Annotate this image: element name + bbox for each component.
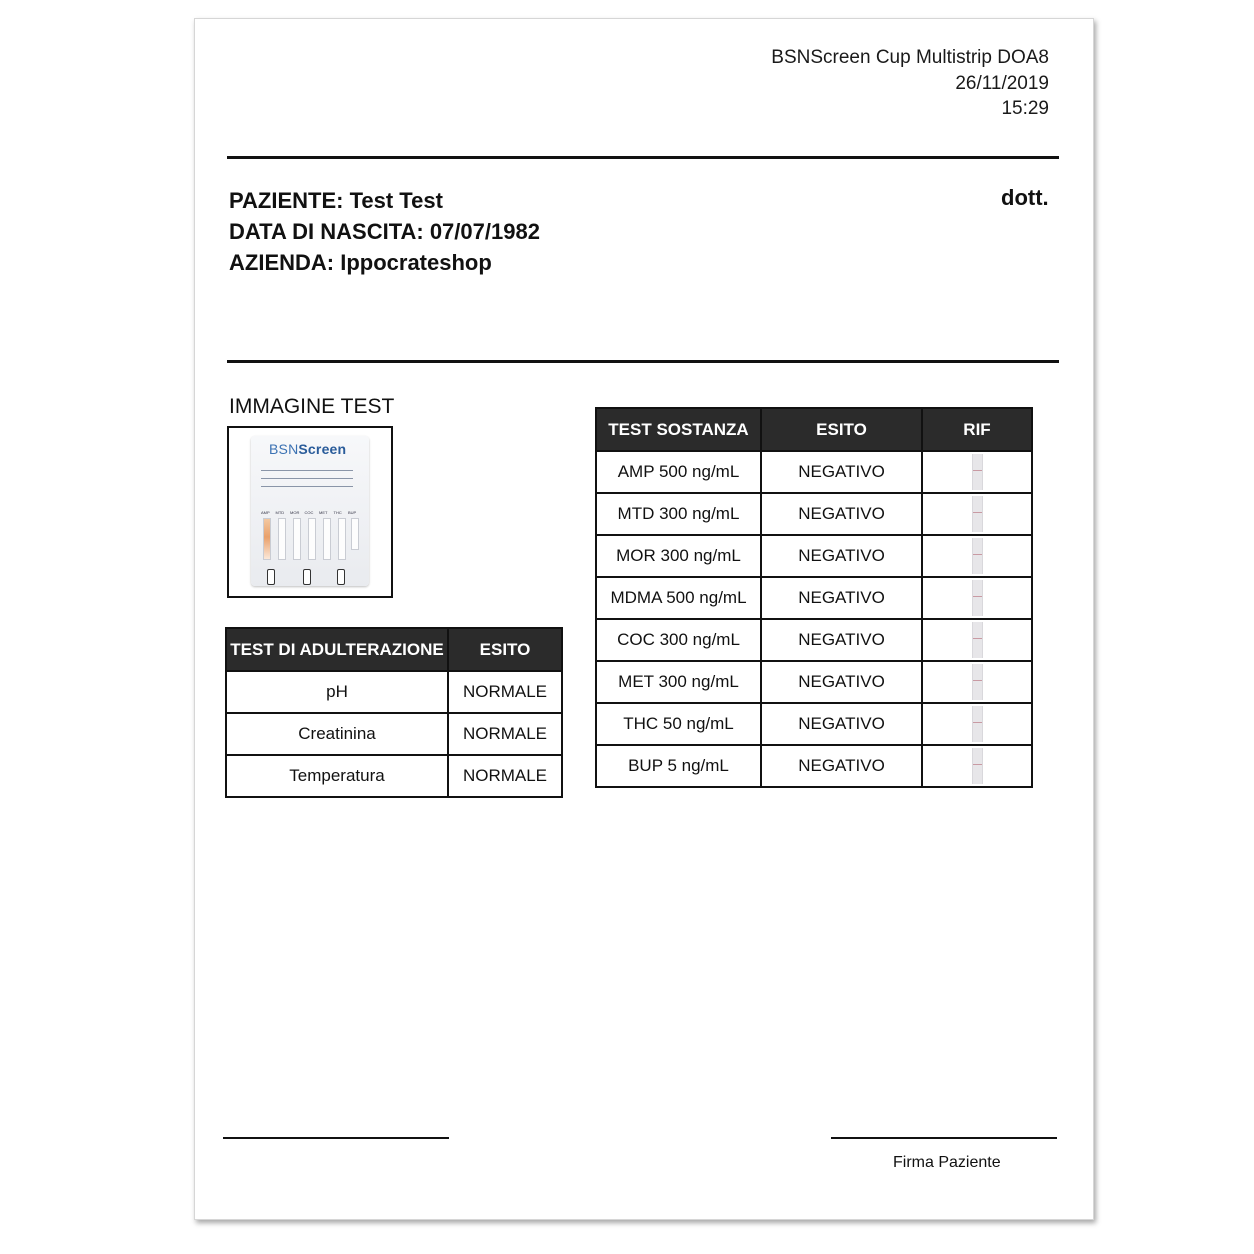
- report-header: [695, 45, 1049, 122]
- card-strip: [293, 518, 301, 560]
- table-row: [226, 755, 562, 797]
- patient-signature-line: [831, 1137, 1057, 1139]
- substance-ref-cell: [922, 577, 1032, 619]
- substance-header-row: [596, 408, 1032, 451]
- substance-test-cell: AMP 500 ng/mL: [596, 451, 761, 493]
- patient-name: PAZIENTE: Test Test: [229, 188, 443, 213]
- card-strip: [351, 518, 359, 550]
- patient-company: AZIENDA: Ippocrateshop: [229, 250, 492, 275]
- substance-ref-cell: [922, 703, 1032, 745]
- patient-divider: [227, 360, 1059, 363]
- card-strip: [308, 518, 316, 560]
- substance-header-test: TEST SOSTANZA: [596, 408, 761, 451]
- card-drug-label: MET: [319, 510, 328, 515]
- substance-test-cell: THC 50 ng/mL: [596, 703, 761, 745]
- substance-ref-cell: [922, 535, 1032, 577]
- adulteration-test-cell: Creatinina: [226, 713, 448, 755]
- substance-test-cell: BUP 5 ng/mL: [596, 745, 761, 787]
- card-strip: [323, 518, 331, 560]
- table-row: [596, 661, 1032, 703]
- report-date: 26/11/2019: [955, 72, 1049, 94]
- reference-strip-image: [972, 538, 983, 574]
- table-row: [596, 619, 1032, 661]
- adulteration-header-test: TEST DI ADULTERAZIONE: [226, 628, 448, 671]
- patient-birth-date: DATA DI NASCITA: 07/07/1982: [229, 219, 540, 244]
- card-drug-label: AMP: [261, 510, 270, 515]
- card-drug-label: THC: [333, 510, 342, 515]
- test-cup-image: [251, 436, 369, 586]
- table-row: [226, 713, 562, 755]
- reference-strip-image: [972, 622, 983, 658]
- patient-signature-label: Firma Paziente: [893, 1154, 1001, 1171]
- card-brand-logo: BSNScreen: [269, 441, 347, 457]
- table-row: [596, 451, 1032, 493]
- substance-header-ref: RIF: [922, 408, 1032, 451]
- report-time: 15:29: [1001, 98, 1049, 119]
- substance-header-result: ESITO: [761, 408, 922, 451]
- substance-result-cell: NEGATIVO: [761, 661, 922, 703]
- card-control-well: [303, 569, 311, 585]
- card-drug-label: MTD: [275, 510, 285, 515]
- reference-strip-image: [972, 664, 983, 700]
- substance-table: [595, 407, 1033, 788]
- card-control-well: [267, 569, 275, 585]
- card-drug-label: MOR: [290, 510, 300, 515]
- substance-ref-cell: [922, 493, 1032, 535]
- substance-ref-cell: [922, 451, 1032, 493]
- patient-info: [229, 185, 540, 278]
- adulteration-header-result: ESITO: [448, 628, 562, 671]
- card-control-well: [337, 569, 345, 585]
- test-image-label: IMMAGINE TEST: [229, 395, 395, 418]
- doctor-signature-line: [223, 1137, 449, 1139]
- card-field-line: [261, 486, 353, 487]
- card-strip: [278, 518, 286, 560]
- substance-result-cell: NEGATIVO: [761, 535, 922, 577]
- adulteration-test-cell: pH: [226, 671, 448, 713]
- substance-result-cell: NEGATIVO: [761, 703, 922, 745]
- adulteration-result-cell: NORMALE: [448, 755, 562, 797]
- reference-strip-image: [972, 748, 983, 784]
- card-drug-label: COC: [304, 510, 314, 515]
- substance-result-cell: NEGATIVO: [761, 451, 922, 493]
- table-row: [596, 577, 1032, 619]
- substance-ref-cell: [922, 745, 1032, 787]
- substance-test-cell: MTD 300 ng/mL: [596, 493, 761, 535]
- table-row: [596, 745, 1032, 787]
- adulteration-result-cell: NORMALE: [448, 671, 562, 713]
- adulteration-result-cell: NORMALE: [448, 713, 562, 755]
- report-page: [194, 18, 1094, 1220]
- substance-result-cell: NEGATIVO: [761, 577, 922, 619]
- substance-test-cell: MOR 300 ng/mL: [596, 535, 761, 577]
- adulteration-test-cell: Temperatura: [226, 755, 448, 797]
- substance-result-cell: NEGATIVO: [761, 745, 922, 787]
- card-strip: [338, 518, 346, 560]
- substance-result-cell: NEGATIVO: [761, 493, 922, 535]
- header-divider: [227, 156, 1059, 159]
- substance-test-cell: COC 300 ng/mL: [596, 619, 761, 661]
- substance-ref-cell: [922, 619, 1032, 661]
- reference-strip-image: [972, 706, 983, 742]
- substance-ref-cell: [922, 661, 1032, 703]
- product-name: BSNScreen Cup Multistrip DOA8: [771, 47, 1049, 68]
- table-row: [596, 703, 1032, 745]
- substance-result-cell: NEGATIVO: [761, 619, 922, 661]
- card-strip: [263, 518, 271, 560]
- reference-strip-image: [972, 454, 983, 490]
- doctor-label: dott.: [1001, 185, 1049, 210]
- test-image-frame: [227, 426, 393, 598]
- card-drug-label: BUP: [348, 510, 357, 515]
- table-row: [596, 535, 1032, 577]
- card-field-line: [261, 478, 353, 479]
- adulteration-header-row: [226, 628, 562, 671]
- reference-strip-image: [972, 496, 983, 532]
- table-row: [596, 493, 1032, 535]
- reference-strip-image: [972, 580, 983, 616]
- table-row: [226, 671, 562, 713]
- substance-test-cell: MET 300 ng/mL: [596, 661, 761, 703]
- adulteration-table: [225, 627, 563, 798]
- card-field-line: [261, 470, 353, 471]
- substance-test-cell: MDMA 500 ng/mL: [596, 577, 761, 619]
